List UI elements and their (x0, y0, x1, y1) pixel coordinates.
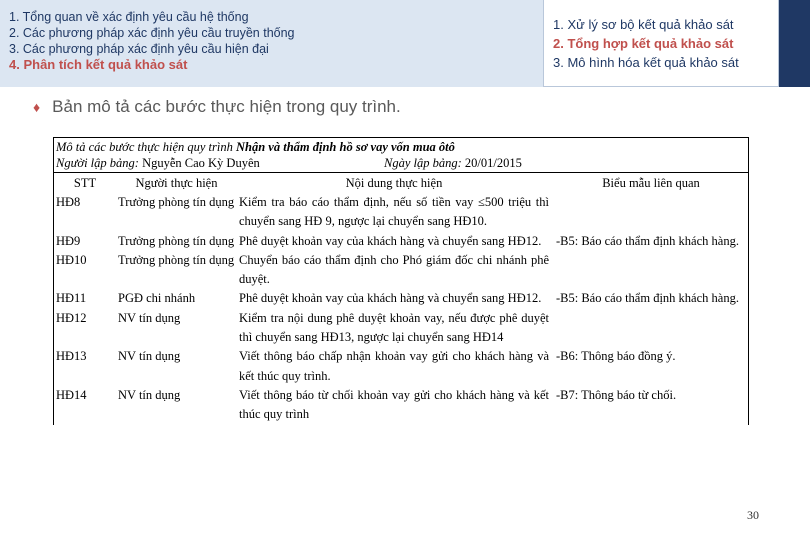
cell-stt: HĐ8 (56, 195, 81, 209)
header-actor: Người thực hiện (135, 175, 218, 190)
cell-form: -B5: Báo cáo thẩm định khách hàng. (556, 291, 739, 306)
subsection-item-2-active: 2. Tổng hợp kết quả khảo sát (553, 36, 734, 51)
cell-stt: HĐ10 (56, 252, 87, 267)
cell-actor: NV tín dụng (118, 349, 181, 364)
table-meta (54, 138, 748, 173)
creator-name: Nguyễn Cao Kỳ Duyên (142, 156, 260, 170)
corner-accent (779, 0, 810, 87)
outline-item-2: 2. Các phương pháp xác định yêu cầu truyền thống (9, 26, 295, 40)
cell-actor: PGĐ chi nhánh (118, 291, 196, 306)
cell-content: Phê duyệt khoản vay của khách hàng và chuyển sang HĐ12. (239, 233, 542, 248)
cell-form: -B5: Báo cáo thẩm định khách hàng. (556, 233, 739, 248)
cell-form (553, 193, 748, 232)
cell-form: -B6: Thông báo đồng ý. (556, 349, 676, 364)
diamond-bullet-icon: ♦ (33, 99, 41, 115)
cell-form: -B7: Thông báo từ chối. (556, 387, 677, 402)
table-title-prefix: Mô tả các bước thực hiện quy trình (56, 140, 233, 154)
table-header-row (54, 173, 748, 193)
right-subsection-menu (553, 15, 739, 72)
cell-content: Phê duyệt khoản vay của khách hàng và chuyển sang HĐ12. (239, 291, 542, 306)
cell-stt: HĐ14 (56, 387, 87, 402)
date-line (384, 155, 522, 171)
cell-content: Kiểm tra nội dung phê duyệt khoản vay, nếu được phê duyệt thì chuyển sang HĐ13, ngược lại chuyển sang HĐ14 (239, 310, 549, 345)
left-outline-menu (9, 9, 295, 73)
outline-item-3: 3. Các phương pháp xác định yêu cầu hiện đại (9, 42, 269, 56)
table-row (54, 386, 748, 425)
bullet-point (33, 97, 401, 117)
header-stt: STT (73, 175, 97, 190)
cell-stt: HĐ13 (56, 349, 87, 364)
subsection-item-1: 1. Xử lý sơ bộ kết quả khảo sát (553, 17, 734, 32)
cell-stt: HĐ12 (56, 310, 87, 325)
table-title-process: Nhận và thẩm định hồ sơ vay vốn mua ôtô (236, 140, 455, 154)
date-value: 20/01/2015 (464, 156, 522, 170)
cell-actor: NV tín dụng (118, 387, 181, 402)
header-content: Nội dung thực hiện (345, 175, 443, 190)
cell-actor: Trưởng phòng tín dụng (118, 233, 235, 248)
table-row (54, 309, 748, 348)
table-title (56, 139, 746, 155)
cell-stt: HĐ9 (56, 233, 81, 248)
page-number: 30 (747, 508, 759, 522)
cell-form (553, 309, 748, 348)
table-row (54, 347, 748, 386)
cell-content: Viết thông báo chấp nhận khoản vay gửi cho khách hàng và kết thúc quy trình. (239, 349, 549, 383)
subsection-item-3: 3. Mô hình hóa kết quả khảo sát (553, 55, 739, 70)
cell-actor: Trưởng phòng tín dụng (118, 252, 235, 267)
header-form: Biểu mẫu liên quan (602, 175, 700, 190)
table-row (54, 251, 748, 290)
table-row (54, 289, 748, 308)
cell-stt: HĐ11 (56, 291, 87, 306)
table-row (54, 193, 748, 232)
creator-label: Người lập bảng: (56, 156, 139, 170)
cell-form (553, 251, 748, 290)
cell-actor: Trưởng phòng tín dụng (118, 195, 235, 209)
date-label: Ngày lập bảng: (384, 156, 462, 170)
cell-content: Viết thông báo từ chối khoản vay gửi cho khách hàng và kết thúc quy trình (239, 387, 549, 422)
table-row (54, 232, 748, 251)
cell-content: Chuyển báo cáo thẩm định cho Phó giám đốc chi nhánh phê duyệt. (239, 252, 549, 287)
bullet-text: Bản mô tả các bước thực hiện trong quy trình. (52, 97, 401, 116)
cell-content: Kiểm tra báo cáo thẩm định, nếu số tiền vay ≤500 triệu thì chuyển sang HĐ 9, ngược lại chuyển sang HĐ10. (239, 195, 549, 229)
outline-item-4-active: 4. Phân tích kết quả khảo sát (9, 57, 188, 72)
cell-actor: NV tín dụng (118, 310, 181, 325)
process-table (53, 137, 749, 425)
creator-line (56, 155, 260, 171)
outline-item-1: 1. Tổng quan về xác định yêu cầu hệ thống (9, 10, 249, 24)
